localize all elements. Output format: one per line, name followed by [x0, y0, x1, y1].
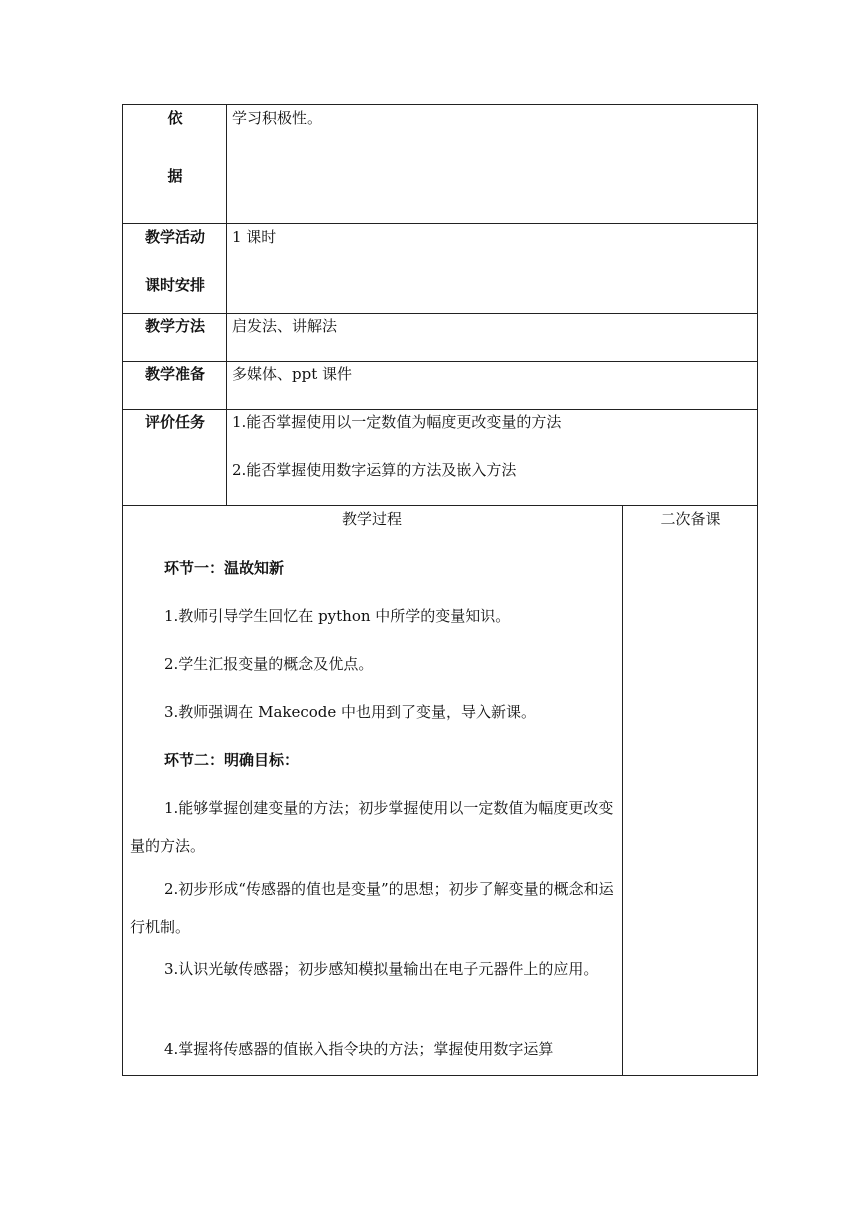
prep-value: 多媒体、ppt 课件	[232, 365, 353, 383]
row-divider	[122, 223, 758, 224]
row-divider	[122, 313, 758, 314]
section-2-item-4-text: 4.掌握将传感器的值嵌入指令块的方法；掌握使用数字运算	[164, 1040, 554, 1058]
section-2-title: 环节二：明确目标：	[164, 751, 300, 769]
section-1-item-2: 2.学生汇报变量的概念及优点。	[164, 655, 374, 673]
row-divider	[122, 505, 758, 506]
second-prep-header: 二次备课	[660, 510, 721, 528]
table-border-bottom	[122, 1075, 758, 1076]
schedule-label-1: 教学活动	[144, 228, 205, 246]
eval-item-1: 1.能否掌握使用以一定数值为幅度更改变量的方法	[232, 413, 562, 431]
section-2-item-2-text: 2.初步形成“传感器的值也是变量”的思想；初步了解变量的概念和运行机制。	[130, 880, 614, 936]
section-1-item-3: 3.教师强调在 Makecode 中也用到了变量，导入新课。	[164, 703, 537, 721]
table-border-right	[757, 104, 758, 1076]
basis-label-1: 依	[167, 109, 183, 127]
section-2-item-2	[130, 877, 618, 946]
method-label: 教学方法	[144, 317, 205, 335]
section-2-item-1	[130, 796, 618, 865]
process-column-divider	[622, 505, 623, 1076]
eval-item-2: 2.能否掌握使用数字运算的方法及嵌入方法	[232, 461, 517, 479]
process-header: 教学过程	[341, 510, 402, 528]
lesson-plan-table	[122, 104, 758, 1076]
basis-label-2: 据	[167, 167, 183, 185]
section-2-item-1-text: 1.能够掌握创建变量的方法；初步掌握使用以一定数值为幅度更改变量的方法。	[130, 799, 614, 855]
table-border-left	[122, 104, 123, 1076]
section-2-item-3-text: 3.认识光敏传感器；初步感知模拟量输出在电子元器件上的应用。	[164, 960, 599, 978]
section-1-title: 环节一：温故知新	[164, 559, 285, 577]
basis-value: 学习积极性。	[232, 109, 323, 127]
schedule-value: 1 课时	[232, 228, 277, 246]
section-2-item-4	[130, 1037, 618, 1061]
section-1-item-1: 1.教师引导学生回忆在 python 中所学的变量知识。	[164, 607, 511, 625]
section-2-item-3	[130, 957, 618, 988]
table-border-top	[122, 104, 758, 105]
row-divider	[122, 409, 758, 410]
label-column-divider	[226, 104, 227, 505]
schedule-label-2: 课时安排	[144, 276, 205, 294]
eval-label: 评价任务	[144, 413, 205, 431]
method-value: 启发法、讲解法	[232, 317, 338, 335]
row-divider	[122, 361, 758, 362]
prep-label: 教学准备	[144, 365, 205, 383]
